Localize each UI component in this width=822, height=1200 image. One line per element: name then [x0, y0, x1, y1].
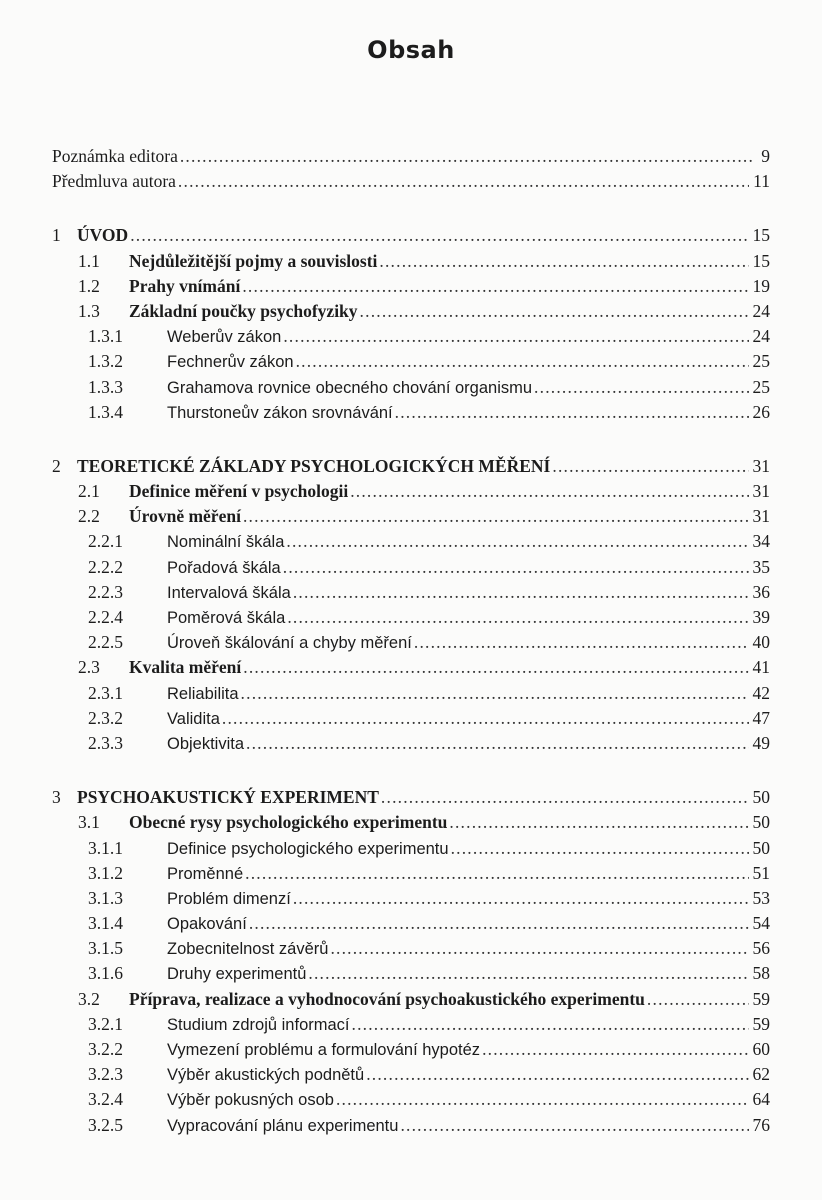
- dot-leader: [243, 504, 749, 529]
- toc-entry[interactable]: [52, 785, 770, 810]
- dot-leader: [283, 555, 749, 580]
- toc-entry-number: 2.3: [78, 657, 100, 678]
- toc-entry-number: 3.2.3: [88, 1064, 123, 1085]
- toc-entry-title: TEORETICKÉ ZÁKLADY PSYCHOLOGICKÝCH MĚŘENÍ: [77, 455, 551, 476]
- toc-entry-number: 3.1.5: [88, 938, 123, 959]
- toc-entry-number: 1.3: [78, 300, 100, 321]
- toc-entry-title: PSYCHOAKUSTICKÝ EXPERIMENT: [77, 787, 379, 808]
- toc-entry-title: Výběr pokusných osob: [167, 1091, 334, 1110]
- toc-entry-title: Validita: [167, 709, 220, 728]
- toc-entry-page-number: 64: [752, 1089, 770, 1110]
- toc-entry-title: Příprava, realizace a vyhodnocování psychoakustického experimentu: [129, 988, 645, 1009]
- dot-leader: [308, 961, 748, 986]
- toc-entry-title: Poznámka editora: [52, 146, 178, 166]
- toc-entry-page-number: 35: [752, 556, 770, 577]
- toc-entry[interactable]: [52, 605, 770, 630]
- dot-leader: [283, 324, 748, 349]
- toc-entry-title: Thurstoneův zákon srovnávání: [167, 403, 393, 422]
- toc-entry-page-number: 26: [752, 401, 770, 422]
- toc-entry-title: Kvalita měření: [129, 657, 242, 678]
- toc-entry[interactable]: [52, 911, 770, 936]
- dot-leader: [246, 731, 748, 756]
- toc-entry-number: 2.2.5: [88, 632, 123, 653]
- toc-entry[interactable]: [52, 961, 770, 986]
- toc-entry[interactable]: [52, 706, 770, 731]
- toc-entry-title: Základní poučky psychofyziky: [129, 300, 358, 321]
- toc-entry-number: 3.1.1: [88, 837, 123, 858]
- toc-entry-number: 3.1.3: [88, 887, 123, 908]
- toc-entry-title: Výběr akustických podnětů: [167, 1066, 365, 1085]
- toc-entry-number: 1: [52, 225, 61, 246]
- dot-leader: [451, 836, 749, 861]
- toc-entry[interactable]: [52, 249, 770, 274]
- toc-entry[interactable]: [52, 987, 770, 1012]
- toc-entry-page-number: 47: [752, 707, 770, 728]
- toc-entry-page-number: 49: [752, 732, 770, 753]
- toc-entry-page-number: 39: [752, 607, 770, 627]
- dot-leader: [534, 375, 748, 400]
- dot-leader: [249, 911, 749, 936]
- dot-leader: [482, 1037, 748, 1062]
- section-gap: [52, 756, 770, 785]
- toc-entry[interactable]: [52, 731, 770, 756]
- toc-entry-title: Úroveň škálování a chyby měření: [167, 634, 412, 653]
- toc-entry[interactable]: [52, 349, 770, 374]
- dot-leader: [286, 529, 748, 554]
- toc-entry-page-number: 31: [752, 506, 770, 527]
- toc-entry-title: Obecné rysy psychologického experimentu: [129, 812, 448, 833]
- toc-entry-page-number: 76: [752, 1114, 770, 1135]
- dot-leader: [241, 681, 749, 706]
- dot-leader: [379, 249, 748, 274]
- toc-entry-page-number: 15: [752, 250, 770, 271]
- toc-entry[interactable]: [52, 810, 770, 835]
- toc-entry-number: 3.2: [78, 988, 100, 1009]
- dot-leader: [552, 454, 748, 479]
- toc-entry[interactable]: [52, 324, 770, 349]
- toc-entry-page-number: 59: [752, 1013, 770, 1034]
- toc-entry[interactable]: [52, 655, 770, 680]
- toc-entry-page-number: 31: [752, 455, 770, 476]
- toc-entry-number: 3.2.5: [88, 1114, 123, 1135]
- table-of-contents: [52, 144, 770, 1138]
- toc-entry[interactable]: [52, 479, 770, 504]
- dot-leader: [352, 1012, 749, 1037]
- toc-entry-number: 3.2.1: [88, 1013, 123, 1034]
- toc-entry-page-number: 11: [753, 171, 770, 192]
- dot-leader: [242, 274, 748, 299]
- dot-leader: [336, 1087, 749, 1112]
- toc-entry-number: 3.1.4: [88, 913, 123, 934]
- toc-entry-page-number: 53: [752, 887, 770, 908]
- toc-entry-page-number: 59: [752, 988, 770, 1009]
- dot-leader: [180, 144, 752, 169]
- toc-entry-page-number: 40: [752, 632, 770, 653]
- toc-entry[interactable]: [52, 1113, 770, 1138]
- toc-entry-page-number: 60: [752, 1039, 770, 1059]
- toc-entry-page-number: 25: [752, 376, 770, 397]
- toc-entry-title: Opakování: [167, 915, 247, 934]
- toc-entry[interactable]: [52, 1062, 770, 1087]
- toc-entry[interactable]: [52, 836, 770, 861]
- toc-entry-page-number: 56: [752, 938, 770, 959]
- toc-entry-page-number: 34: [752, 531, 770, 552]
- dot-leader: [296, 349, 749, 374]
- toc-entry[interactable]: [52, 299, 770, 324]
- toc-entry-number: 1.1: [78, 250, 100, 271]
- toc-entry-number: 3.1.6: [88, 963, 123, 984]
- toc-entry[interactable]: [52, 400, 770, 425]
- toc-entry-number: 1.3.1: [88, 326, 123, 347]
- dot-leader: [381, 785, 749, 810]
- toc-entry-number: 3.2.2: [88, 1039, 123, 1059]
- toc-entry[interactable]: [52, 886, 770, 911]
- toc-entry-number: 3.1: [78, 812, 100, 833]
- toc-entry-title: Nejdůležitější pojmy a souvislosti: [129, 250, 378, 271]
- toc-entry-page-number: 50: [752, 837, 770, 858]
- toc-entry-number: 3.2.4: [88, 1089, 123, 1110]
- toc-entry-number: 3: [52, 787, 61, 808]
- toc-entry-page-number: 24: [752, 326, 770, 347]
- toc-entry[interactable]: [52, 223, 770, 248]
- dot-leader: [360, 299, 749, 324]
- toc-entry-title: Vypracování plánu experimentu: [167, 1116, 399, 1135]
- toc-entry-number: 3.1.2: [88, 862, 123, 883]
- toc-entry-title: Zobecnitelnost závěrů: [167, 940, 329, 959]
- toc-entry[interactable]: [52, 454, 770, 479]
- dot-leader: [449, 810, 748, 835]
- toc-entry-page-number: 50: [752, 787, 770, 808]
- toc-entry[interactable]: [52, 1037, 770, 1062]
- dot-leader: [647, 987, 749, 1012]
- toc-entry-title: Proměnné: [167, 864, 244, 883]
- toc-entry-title: Grahamova rovnice obecného chování organismu: [167, 378, 533, 397]
- toc-entry-title: Studium zdrojů informací: [167, 1015, 350, 1034]
- toc-entry-page-number: 42: [752, 682, 770, 703]
- toc-entry-title: Prahy vnímání: [129, 275, 241, 296]
- toc-entry-page-number: 31: [752, 481, 770, 502]
- toc-entry-number: 2.2.2: [88, 556, 123, 577]
- toc-entry[interactable]: [52, 580, 770, 605]
- dot-leader: [414, 630, 749, 655]
- toc-entry-page-number: 58: [752, 963, 770, 984]
- dot-leader: [178, 169, 749, 194]
- toc-entry-title: Fechnerův zákon: [167, 353, 294, 372]
- toc-entry[interactable]: [52, 375, 770, 400]
- page-title: Obsah: [367, 36, 455, 64]
- toc-entry-title: Nominální škála: [167, 533, 285, 552]
- toc-entry-number: 2: [52, 455, 61, 476]
- dot-leader: [245, 861, 748, 886]
- toc-entry-title: Druhy experimentů: [167, 965, 307, 984]
- toc-entry-number: 2.3.3: [88, 732, 123, 753]
- toc-entry-number: 2.2.3: [88, 581, 123, 602]
- dot-leader: [130, 223, 748, 248]
- toc-entry-title: Definice psychologického experimentu: [167, 839, 449, 858]
- section-gap: [52, 194, 770, 223]
- toc-entry-title: ÚVOD: [77, 225, 129, 246]
- toc-entry-title: Vymezení problému a formulování hypotéz: [167, 1041, 481, 1059]
- toc-entry[interactable]: [52, 504, 770, 529]
- toc-entry-title: Úrovně měření: [129, 506, 241, 527]
- toc-entry-number: 1.3.4: [88, 401, 123, 422]
- toc-entry[interactable]: [52, 555, 770, 580]
- toc-entry-page-number: 15: [752, 225, 770, 246]
- toc-entry-title: Weberův zákon: [167, 328, 282, 347]
- toc-entry-page-number: 50: [752, 812, 770, 833]
- toc-entry-page-number: 19: [752, 275, 770, 296]
- toc-entry-number: 1.3.3: [88, 376, 123, 397]
- dot-leader: [243, 655, 748, 680]
- toc-entry-number: 2.2.4: [88, 607, 123, 627]
- toc-entry-title: Problém dimenzí: [167, 889, 291, 908]
- dot-leader: [350, 479, 748, 504]
- toc-entry-title: Definice měření v psychologii: [129, 481, 349, 502]
- toc-entry-number: 1.3.2: [88, 351, 123, 372]
- toc-entry[interactable]: [52, 861, 770, 886]
- dot-leader: [395, 400, 749, 425]
- toc-entry-title: Předmluva autora: [52, 171, 176, 192]
- toc-entry-page-number: 51: [752, 862, 770, 883]
- toc-entry[interactable]: [52, 681, 770, 706]
- toc-entry-title: Reliabilita: [167, 684, 239, 703]
- section-gap: [52, 425, 770, 454]
- dot-leader: [400, 1113, 748, 1138]
- dot-leader: [293, 580, 749, 605]
- toc-entry[interactable]: [52, 169, 770, 194]
- toc-entry-page-number: 24: [752, 300, 770, 321]
- toc-entry[interactable]: [52, 1087, 770, 1112]
- toc-entry-page-number: 54: [752, 913, 770, 934]
- toc-entry-number: 1.2: [78, 275, 100, 296]
- toc-entry-page-number: 25: [752, 351, 770, 372]
- toc-entry-title: Objektivita: [167, 734, 245, 753]
- toc-entry-title: Poměrová škála: [167, 609, 286, 627]
- toc-entry-page-number: 9: [761, 146, 770, 166]
- toc-entry[interactable]: [52, 274, 770, 299]
- toc-entry-page-number: 62: [752, 1064, 770, 1085]
- dot-leader: [293, 886, 749, 911]
- toc-entry-title: Pořadová škála: [167, 558, 281, 577]
- toc-entry[interactable]: [52, 936, 770, 961]
- toc-entry[interactable]: [52, 630, 770, 655]
- toc-entry-number: 2.1: [78, 481, 100, 502]
- dot-leader: [366, 1062, 748, 1087]
- toc-entry-number: 2.2.1: [88, 531, 123, 552]
- toc-entry[interactable]: [52, 144, 770, 169]
- toc-entry-page-number: 36: [752, 581, 770, 602]
- toc-entry-title: Intervalová škála: [167, 583, 291, 602]
- toc-entry[interactable]: [52, 1012, 770, 1037]
- toc-entry[interactable]: [52, 529, 770, 554]
- toc-entry-page-number: 41: [752, 657, 770, 678]
- dot-leader: [330, 936, 748, 961]
- dot-leader: [222, 706, 749, 731]
- toc-entry-number: 2.3.1: [88, 682, 123, 703]
- dot-leader: [287, 605, 748, 630]
- toc-entry-number: 2.2: [78, 506, 100, 527]
- toc-entry-number: 2.3.2: [88, 707, 123, 728]
